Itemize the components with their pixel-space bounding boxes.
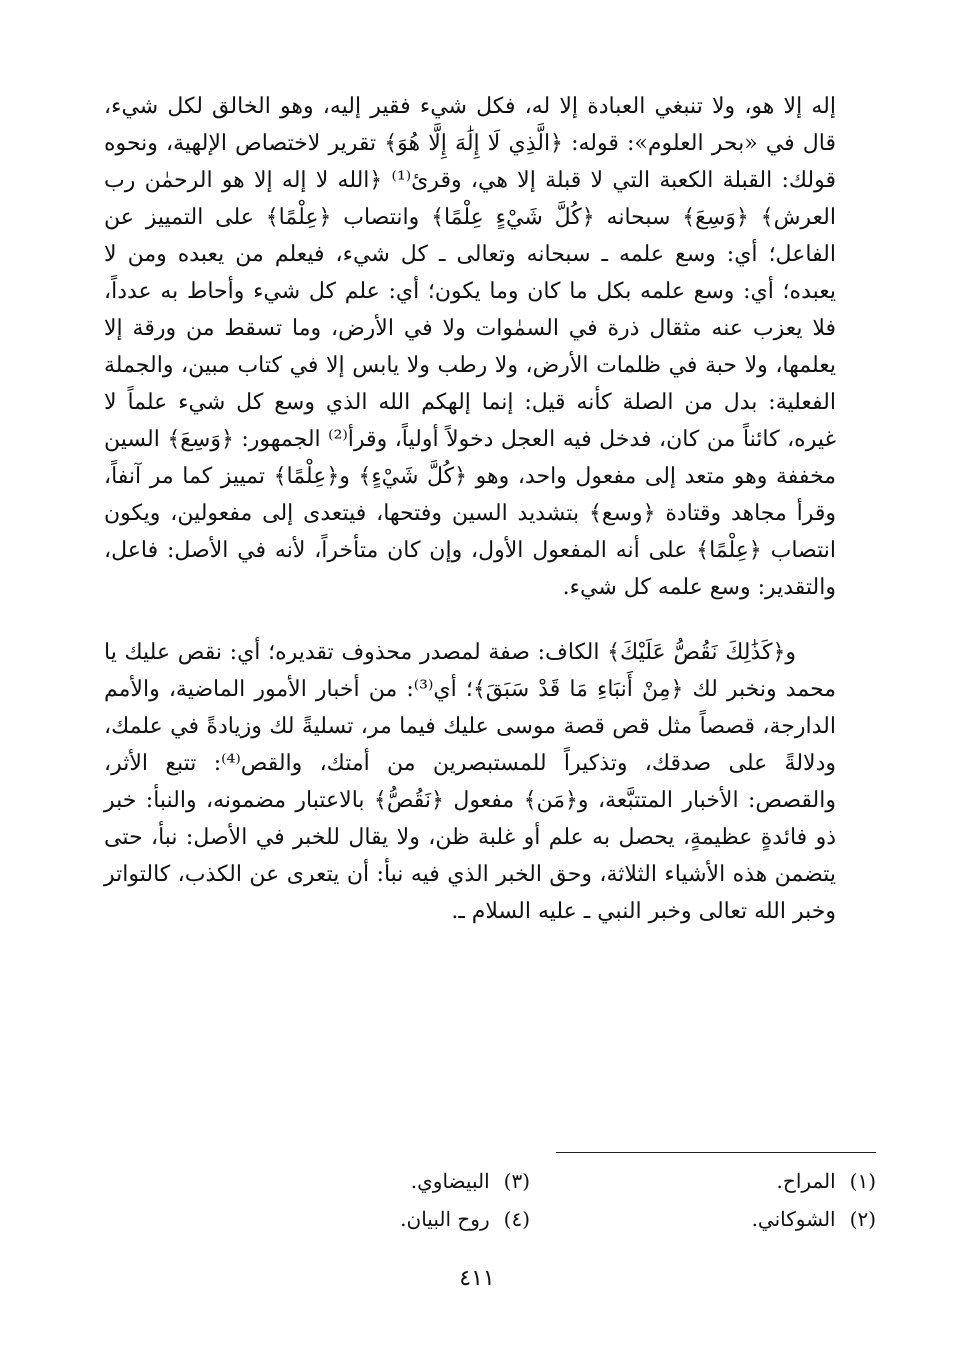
paragraph-2: و﴿كَذَٰلِكَ نَقُصُّ عَلَيْكَ﴾ الكاف: صفة لمصدر محذوف تقديره؛ أي: نقص عليك يا محمد ونخبر لك ﴿مِنْ أَنبَاءِ مَا قَدْ سَبَقَ﴾؛ أي⁽³⁾: من أخبار الأمور الماضية، والأمم الدارجة، قصصاً مثل قص قصة موسى عليك فيما مر، تسليةً لك وزيادةً في علمك، ودلالةً على صدقك، وتذكيراً للمستبصرين من أمتك، والقص⁽⁴⁾: تتبع الأثر، والقصص: الأخبار المتتبَّعة، و﴿مَن﴾ مفعول ﴿نَقُصُّ﴾ بالاعتبار مضمونه، والنبأ: خبر ذو فائدةٍ عظيمةٍ، يحصل به علم أو غلبة ظن، ولا يقال للخبر في الأصل: نبأ، حتى يتضمن هذه الأشياء الثلاثة، وحق الخبر الذي فيه نبأ: أن يتعرى عن الكذب، كالتواتر وخبر الله تعالى وخبر النبي ـ عليه السلام ـ. [104, 640, 836, 924]
paragraph-1: إله إلا هو، ولا تنبغي العبادة إلا له، فكل شيء فقير إليه، وهو الخالق لكل شيء، قال في «بحر العلوم»: قوله: ﴿الَّذِي لَا إِلَٰهَ إِلَّا هُوَ﴾ تقرير لاختصاص الإلهية، ونحوه قولك: القبلة الكعبة التي لا قبلة إلا هي، وقرئ⁽¹⁾ ﴿الله لا إله إلا هو الرحمٰن رب العرش﴾ ﴿وَسِعَ﴾ سبحانه ﴿كُلَّ شَيْءٍ عِلْمًا﴾ وانتصاب ﴿عِلْمًا﴾ على التمييز عن الفاعل؛ أي: وسع علمه ـ سبحانه وتعالى ـ كل شيء، فيعلم من يعبده ومن لا يعبده؛ أي: وسع علمه بكل ما كان وما يكون؛ أي: علم كل شيء وأحاط به عدداً، فلا يعزب عنه مثقال ذرة في السمٰوات ولا في الأرض، وما تسقط من ورقة إلا يعلمها، ولا حبة في ظلمات الأرض، ولا رطب ولا يابس إلا في كتاب مبين، والجملة الفعلية: بدل من الصلة كأنه قيل: إنما إلهكم الله الذي وسع كل شيء علماً لا غيره، كائناً من كان، فدخل فيه العجل دخولاً أولياً، وقرأ⁽²⁾ الجمهور: ﴿وَسِعَ﴾ السين مخففة وهو متعد إلى مفعول واحد، وهو ﴿كُلَّ شَيْءٍ﴾ و﴿عِلْمًا﴾ تمييز كما مر آنفاً، وقرأ مجاهد وقتادة ﴿وسع﴾ بتشديد السين وفتحها، فيتعدى إلى مفعولين، ويكون انتصاب ﴿عِلْمًا﴾ على أنه المفعول الأول، وإن كان متأخراً، لأنه في الأصل: فاعل، والتقدير: وسع علمه كل شيء. [104, 94, 837, 600]
footnote-number: (٤) [503, 1207, 530, 1231]
footnote-row [200, 1162, 876, 1200]
footnote-text: روح البيان. [400, 1207, 490, 1231]
footnote-text: المراح. [776, 1169, 836, 1193]
footnote-number: (١) [849, 1169, 876, 1193]
footnotes [200, 1162, 876, 1238]
footnote-divider [556, 1152, 876, 1153]
footnote-number: (٣) [503, 1169, 530, 1193]
footnote-text: الشوكاني. [751, 1207, 836, 1231]
body-text [104, 88, 836, 930]
footnote-row [200, 1200, 876, 1238]
footnote-4 [200, 1200, 530, 1238]
page-number: ٤١١ [459, 1266, 495, 1291]
footnote-1 [546, 1162, 876, 1200]
footnote-number: (٢) [849, 1207, 876, 1231]
footnote-text: البيضاوي. [410, 1169, 490, 1193]
footnote-2 [546, 1200, 876, 1238]
footnote-3 [200, 1162, 530, 1200]
